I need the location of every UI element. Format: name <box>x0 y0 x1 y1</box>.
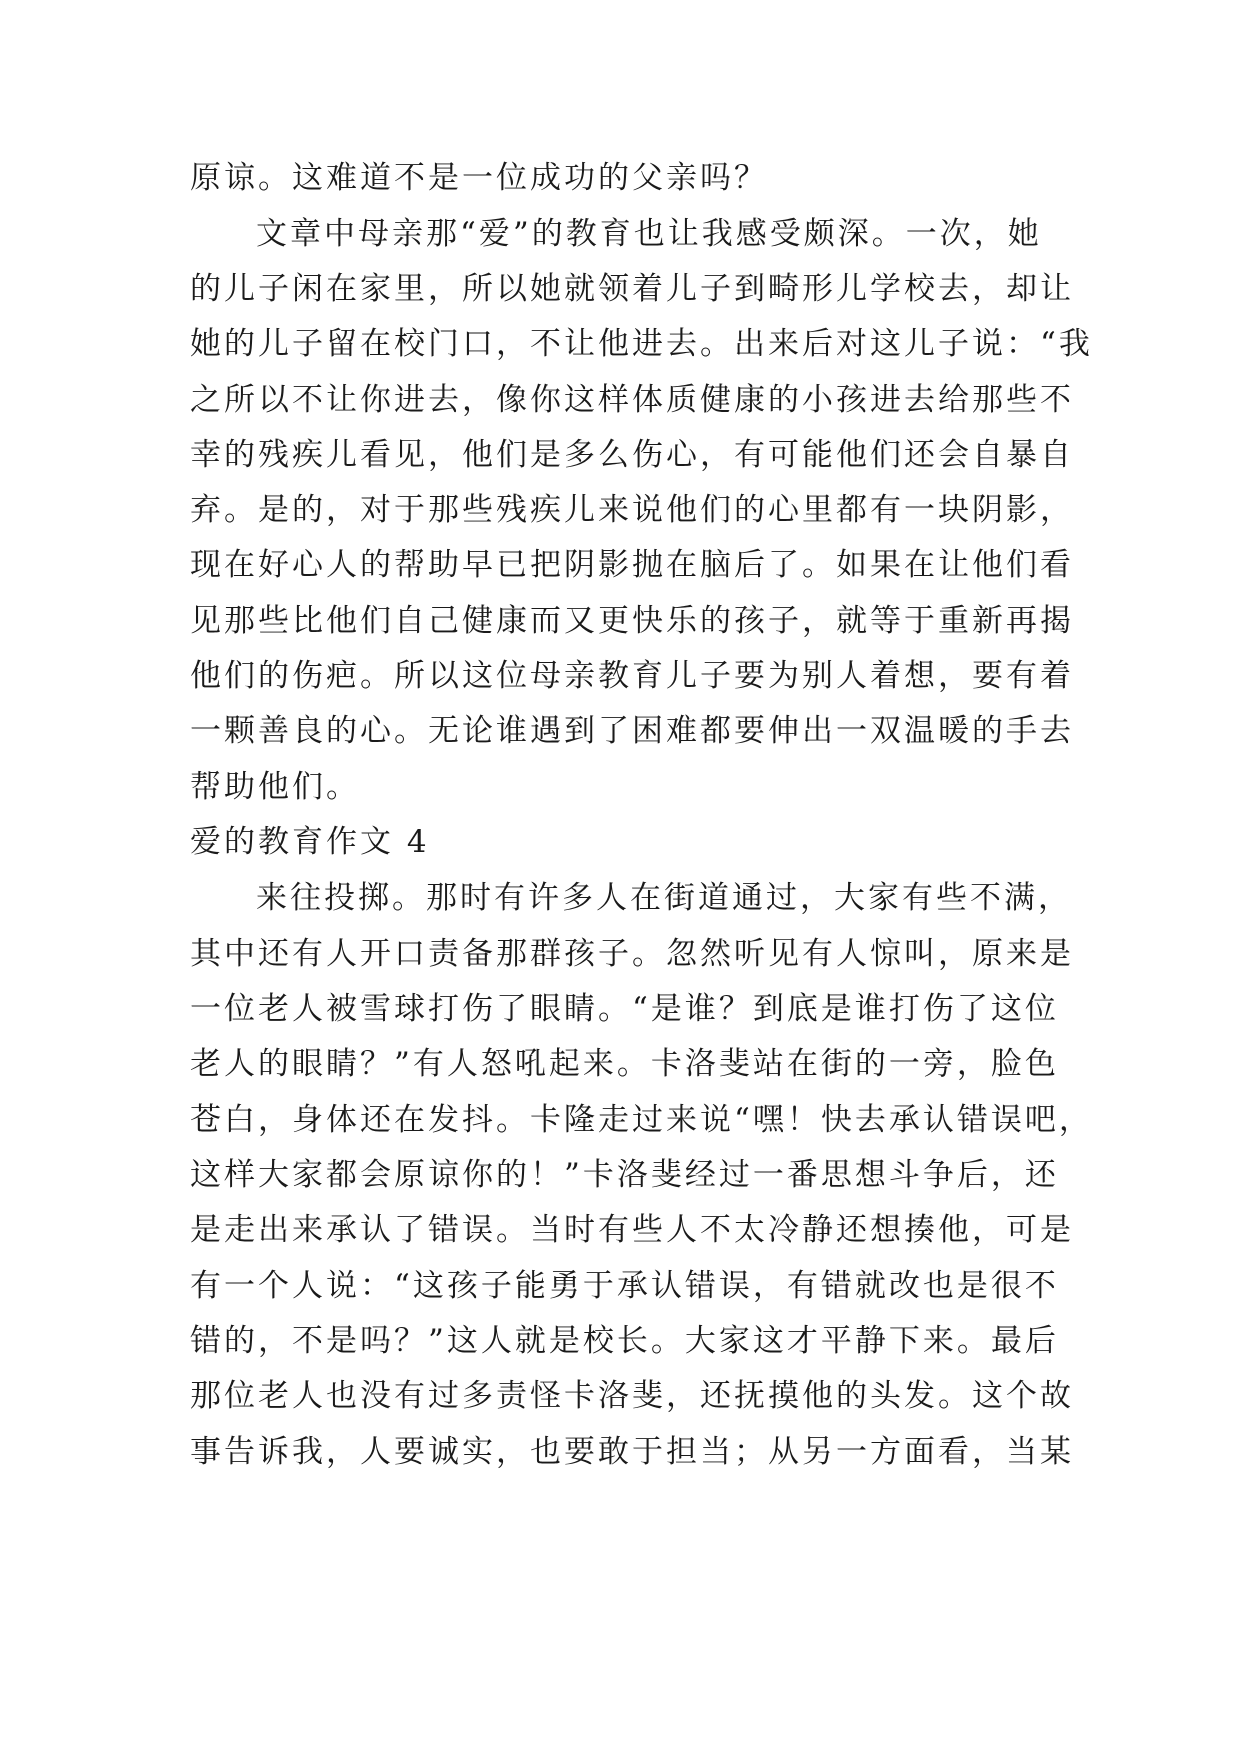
text-line: 老人的眼睛？”有人怒吼起来。卡洛斐站在街的一旁，脸色 <box>190 1046 1059 1082</box>
text-line: 之所以不让你进去，像你这样体质健康的小孩进去给那些不 <box>190 382 1074 418</box>
text-line: 其中还有人开口责备那群孩子。忽然听见有人惊叫，原来是 <box>190 936 1074 972</box>
text-line: 苍白，身体还在发抖。卡隆走过来说“嘿！快去承认错误吧， <box>190 1102 1093 1138</box>
text-line: 那位老人也没有过多责怪卡洛斐，还抚摸他的头发。这个故 <box>190 1378 1074 1414</box>
text-line: 一颗善良的心。无论谁遇到了困难都要伸出一双温暖的手去 <box>190 713 1074 749</box>
text-line: 现在好心人的帮助早已把阴影抛在脑后了。如果在让他们看 <box>190 547 1074 583</box>
text-line: 原谅。这难道不是一位成功的父亲吗？ <box>190 160 768 196</box>
paragraph-first-line: 文章中母亲那“爱”的教育也让我感受颇深。一次，她 <box>256 216 1042 252</box>
text-line: 一位老人被雪球打伤了眼睛。“是谁？到底是谁打伤了这位 <box>190 991 1059 1027</box>
text-line: 弃。是的，对于那些残疾儿来说他们的心里都有一块阴影， <box>190 492 1074 528</box>
text-line: 他们的伤疤。所以这位母亲教育儿子要为别人着想，要有着 <box>190 658 1074 694</box>
paragraph-first-line: 来往投掷。那时有许多人在街道通过，大家有些不满， <box>256 880 1072 916</box>
text-line: 见那些比他们自己健康而又更快乐的孩子，就等于重新再揭 <box>190 603 1074 639</box>
text-line: 事告诉我，人要诚实，也要敢于担当；从另一方面看，当某 <box>190 1434 1074 1470</box>
text-line: 是走出来承认了错误。当时有些人不太冷静还想揍他，可是 <box>190 1212 1074 1248</box>
text-line: 有一个人说：“这孩子能勇于承认错误，有错就改也是很不 <box>190 1268 1059 1304</box>
section-heading: 爱的教育作文 4 <box>190 824 430 860</box>
text-line: 她的儿子留在校门口，不让他进去。出来后对这儿子说：“我 <box>190 326 1093 362</box>
text-line: 这样大家都会原谅你的！”卡洛斐经过一番思想斗争后，还 <box>190 1157 1059 1193</box>
text-line: 帮助他们。 <box>190 769 360 805</box>
text-line: 错的，不是吗？”这人就是校长。大家这才平静下来。最后 <box>190 1323 1059 1359</box>
text-line: 幸的残疾儿看见，他们是多么伤心，有可能他们还会自暴自 <box>190 437 1074 473</box>
text-line: 的儿子闲在家里，所以她就领着儿子到畸形儿学校去，却让 <box>190 271 1074 307</box>
